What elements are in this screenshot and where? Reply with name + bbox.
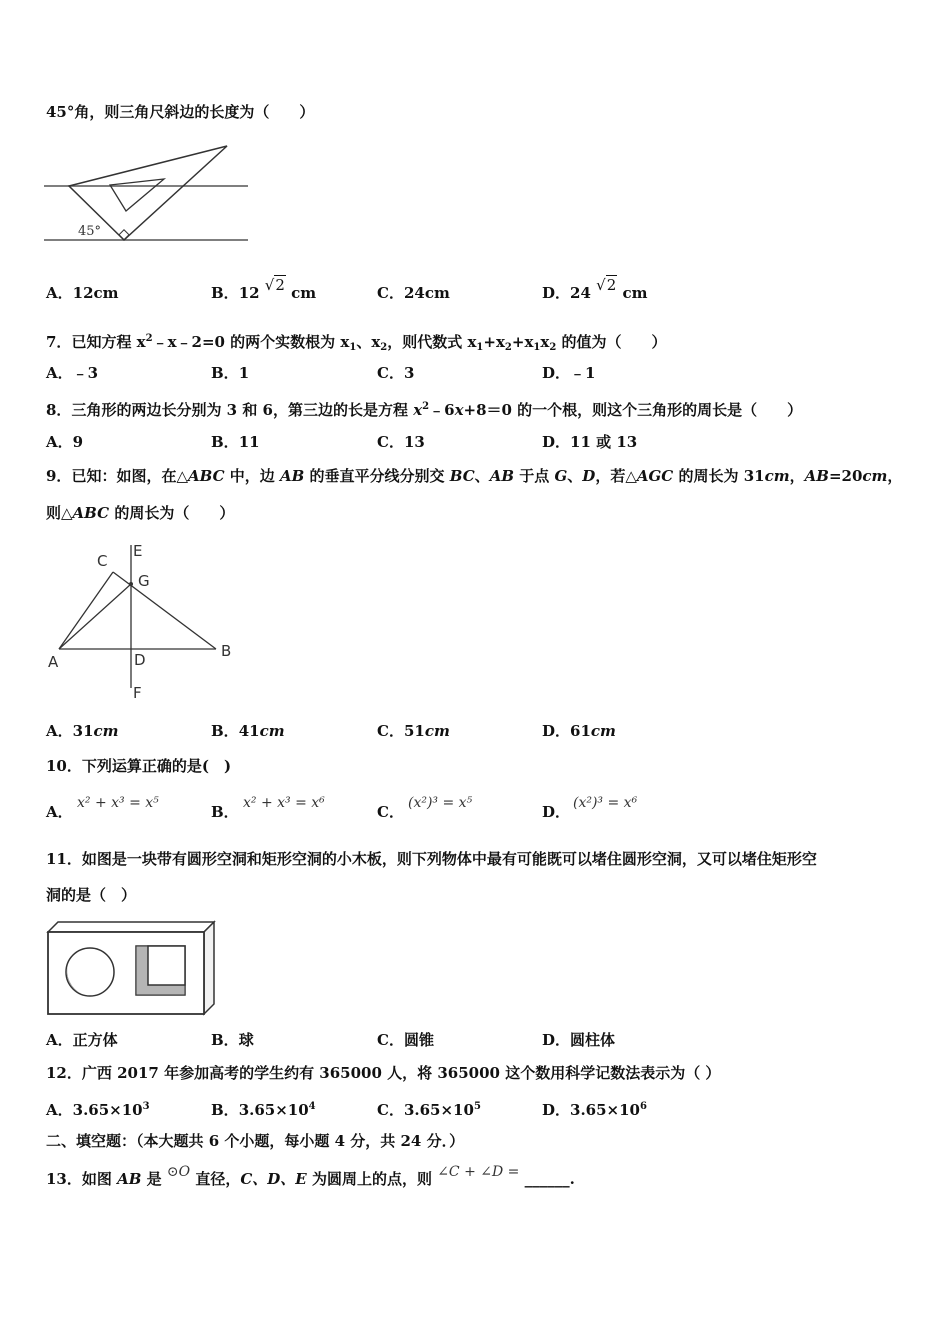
q11-option-c[interactable]: C．圆锥 (377, 1031, 434, 1049)
q8-option-d[interactable]: D．11 或 13 (542, 433, 638, 451)
q11-figure-wooden-board (46, 920, 218, 1016)
q13-stem: 13．如图 AB 是 ⊙O 直径，C、D、E 为圆周上的点，则 ∠C + ∠D = ______. (46, 1164, 575, 1188)
q8-option-b[interactable]: B．11 (211, 433, 260, 451)
q13-answer-blank[interactable]: ______ (524, 1170, 570, 1188)
q9-option-d[interactable]: D．61cm (542, 722, 616, 740)
q9-stem-line1: 9．已知：如图，在△ABC 中，边 AB 的垂直平分线分别交 BC、AB 于点 G、D，若△AGC 的周长为 31cm，AB=20cm， (46, 467, 903, 485)
q8-stem: 8．三角形的两边长分别为 3 和 6，第三边的长是方程 $x^2﹣6x+8=0$ 的一个根，则这个三角形的周长是（ ） (46, 401, 803, 419)
q6-stem: 45°角，则三角尺斜边的长度为（ ） (46, 103, 315, 121)
q9-label-b: B (221, 642, 232, 660)
q11-option-b[interactable]: B．球 (211, 1031, 254, 1049)
q8-option-a[interactable]: A．9 (46, 433, 84, 451)
q6-angle-label: 45° (78, 224, 102, 239)
q11-option-d[interactable]: D．圆柱体 (542, 1031, 616, 1049)
q9-option-c[interactable]: C．51cm (377, 722, 450, 740)
q10-option-d[interactable]: D． (542, 803, 571, 821)
q6-option-c[interactable]: C．24cm (377, 284, 450, 302)
q9-label-a: A (48, 653, 59, 671)
q10-option-a[interactable]: A． (46, 803, 73, 821)
q11-stem-line2: 洞的是（ ） (46, 886, 137, 904)
q12-option-a[interactable]: A．$3.65\times 10^3$ (46, 1101, 150, 1119)
q8-option-c[interactable]: C．13 (377, 433, 425, 451)
q12-option-c[interactable]: C．$3.65\times 10^5$ (377, 1101, 481, 1119)
q12-option-b[interactable]: B．$3.65\times 10^4$ (211, 1101, 316, 1119)
q9-option-b[interactable]: B．41cm (211, 722, 285, 740)
q10-option-b[interactable]: B． (211, 803, 239, 821)
q9-label-d: D (134, 651, 146, 669)
q9-label-f: F (133, 684, 142, 702)
q6-option-b[interactable]: B．12 √2 cm (211, 276, 317, 302)
q9-label-e: E (133, 542, 143, 560)
q10-option-b-expr: x² + x³ = x⁶ (243, 795, 325, 811)
q10-option-c-expr: (x²)³ = x⁵ (408, 795, 473, 811)
q10-option-a-expr: x² + x³ = x⁵ (77, 795, 159, 811)
q7-stem: 7．已知方程 $x^2﹣x﹣2=0$ 的两个实数根为 $x_1$、$x_2$，则代数式 $x_1+x_2+x_1x_2$ 的值为（ ） (46, 333, 667, 353)
q6-option-a[interactable]: A．12cm (46, 284, 119, 302)
q7-option-d[interactable]: D．﹣1 (542, 364, 596, 382)
q9-stem-line2: 则△ABC 的周长为（ ） (46, 504, 235, 522)
q6-figure-set-square (44, 143, 249, 248)
q7-option-c[interactable]: C．3 (377, 364, 415, 382)
q9-label-g: G (138, 572, 150, 590)
q11-option-a[interactable]: A．正方体 (46, 1031, 118, 1049)
q9-label-c: C (97, 552, 108, 570)
q7-option-a[interactable]: A．﹣3 (46, 364, 99, 382)
q10-option-c[interactable]: C． (377, 803, 404, 821)
q10-stem: 10．下列运算正确的是( ) (46, 757, 232, 775)
q6-option-d[interactable]: D．24 √2 cm (542, 276, 648, 302)
q10-option-d-expr: (x²)³ = x⁶ (573, 795, 638, 811)
section2-title: 二、填空题：（本大题共 6 个小题，每小题 4 分，共 24 分．） (46, 1132, 465, 1150)
q9-figure-triangle (44, 540, 244, 702)
q12-stem: 12．广西 2017 年参加高考的学生约有 365000 人，将 365000 这个数用科学记数法表示为（ ） (46, 1064, 721, 1082)
q7-option-b[interactable]: B．1 (211, 364, 250, 382)
q9-option-a[interactable]: A．31cm (46, 722, 119, 740)
q11-stem-line1: 11．如图是一块带有圆形空洞和矩形空洞的小木板，则下列物体中最有可能既可以堵住圆形空洞，又可以堵住矩形空 (46, 850, 817, 868)
q12-option-d[interactable]: D．$3.65\times 10^6$ (542, 1101, 647, 1119)
